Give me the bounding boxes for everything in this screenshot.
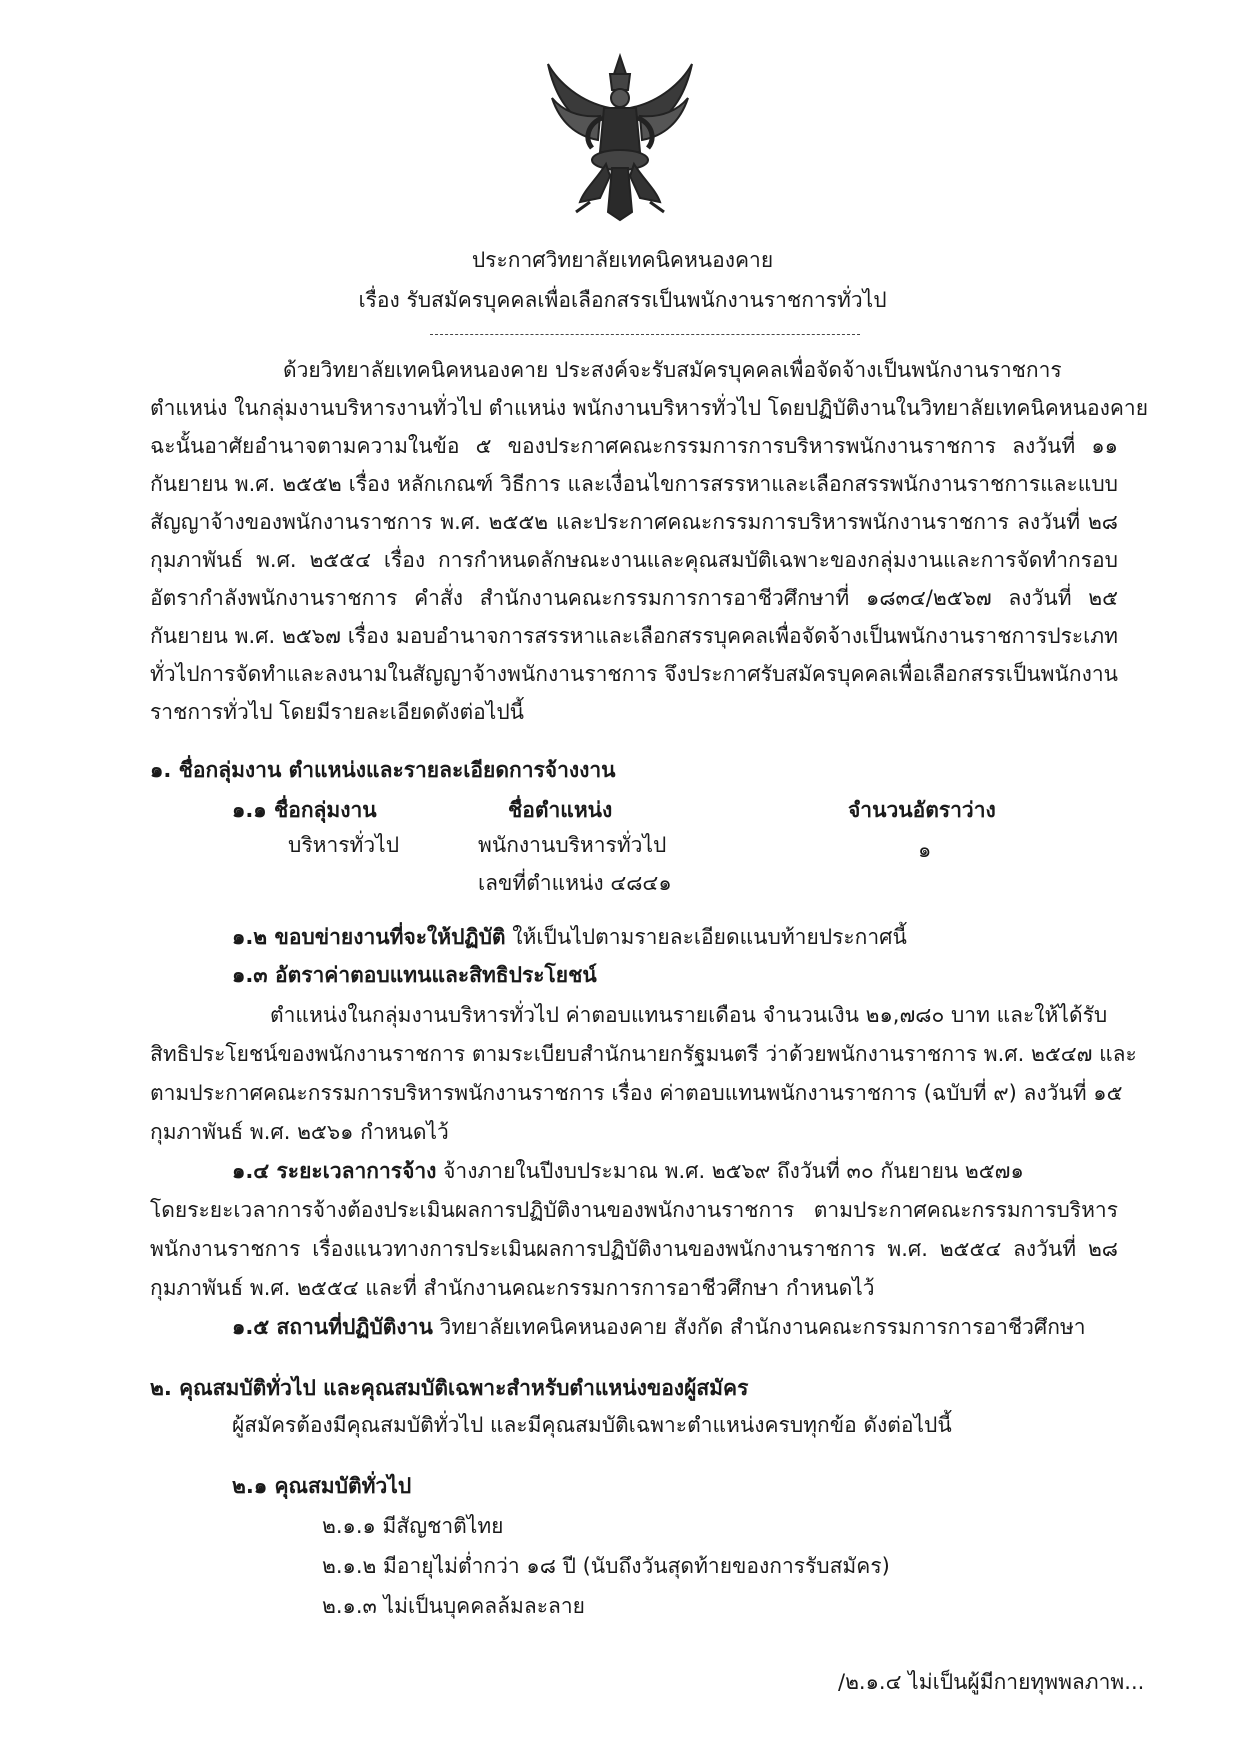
intro-line: ด้วยวิทยาลัยเทคนิคหนองคาย ประสงค์จะรับสมัครบุคคลเพื่อจัดจ้างเป็นพนักงานราชการ bbox=[283, 358, 1062, 382]
section-1-3-line: กุมภาพันธ์ พ.ศ. ๒๕๖๑ กำหนดไว้ bbox=[150, 1120, 449, 1144]
section-1-3-line: สิทธิประโยชน์ของพนักงานราชการ ตามระเบียบสำนักนายกรัฐมนตรี ว่าด้วยพนักงานราชการ พ.ศ. ๒๕๔๗ และ bbox=[150, 1042, 1137, 1066]
section-2-heading: ๒. คุณสมบัติทั่วไป และคุณสมบัติเฉพาะสำหรับตำแหน่งของผู้สมัคร bbox=[150, 1376, 749, 1400]
section-1-2-label: ๑.๒ ขอบข่ายงานที่จะให้ปฏิบัติ bbox=[232, 925, 506, 949]
qualification-item: ๒.๑.๓ ไม่เป็นบุคคลล้มละลาย bbox=[322, 1594, 585, 1618]
section-1-heading: ๑. ชื่อกลุ่มงาน ตำแหน่งและรายละเอียดการจ้างงาน bbox=[150, 758, 616, 782]
qualification-item: ๒.๑.๑ มีสัญชาติไทย bbox=[322, 1514, 504, 1538]
section-1-4-line: กุมภาพันธ์ พ.ศ. ๒๕๕๔ และที่ สำนักงานคณะกรรมการการอาชีวศึกษา กำหนดไว้ bbox=[150, 1276, 875, 1300]
intro-line: กันยายน พ.ศ. ๒๕๕๒ เรื่อง หลักเกณฑ์ วิธีการ และเงื่อนไขการสรรหาและเลือกสรรพนักงานราชการและแบบ bbox=[150, 472, 1118, 496]
title-divider bbox=[430, 334, 860, 335]
table-cell-vacancies: ๑ bbox=[918, 838, 932, 862]
section-1-2-text: ให้เป็นไปตามรายละเอียดแนบท้ายประกาศนี้ bbox=[512, 925, 907, 949]
section-1-4 bbox=[232, 1161, 1024, 1182]
section-1-5-label: ๑.๕ สถานที่ปฏิบัติงาน bbox=[232, 1315, 433, 1339]
intro-line: อัตรากำลังพนักงานราชการ คำสั่ง สำนักงานคณะกรรมการการอาชีวศึกษาที่ ๑๘๓๔/๒๕๖๗ ลงวันที่ ๒๕ bbox=[150, 586, 1118, 610]
section-1-4-line: พนักงานราชการ เรื่องแนวทางการประเมินผลการปฏิบัติงานของพนักงานราชการ พ.ศ. ๒๕๕๔ ลงวันที่ ๒๘ bbox=[150, 1237, 1118, 1261]
table-header-vacancies: จำนวนอัตราว่าง bbox=[848, 798, 996, 822]
section-2-1-heading: ๒.๑ คุณสมบัติทั่วไป bbox=[232, 1474, 412, 1498]
section-1-3-line: ตำแหน่งในกลุ่มงานบริหารทั่วไป ค่าตอบแทนรายเดือน จำนวนเงิน ๒๑,๗๘๐ บาท และให้ได้รับ bbox=[270, 1003, 1108, 1027]
table-cell-position-number: เลขที่ตำแหน่ง ๔๘๔๑ bbox=[478, 871, 672, 895]
section-1-5-text: วิทยาลัยเทคนิคหนองคาย สังกัด สำนักงานคณะกรรมการการอาชีวศึกษา bbox=[439, 1315, 1086, 1339]
document-subject: เรื่อง รับสมัครบุคคลเพื่อเลือกสรรเป็นพนักงานราชการทั่วไป bbox=[358, 288, 887, 312]
intro-line: กุมภาพันธ์ พ.ศ. ๒๕๕๔ เรื่อง การกำหนดลักษณะงานและคุณสมบัติเฉพาะของกลุ่มงานและการจัดทำกรอบ bbox=[150, 548, 1118, 572]
section-1-4-line: โดยระยะเวลาการจ้างต้องประเมินผลการปฏิบัติงานของพนักงานราชการ ตามประกาศคณะกรรมการบริหาร bbox=[150, 1198, 1118, 1222]
intro-line: ทั่วไปการจัดทำและลงนามในสัญญาจ้างพนักงานราชการ จึงประกาศรับสมัครบุคคลเพื่อเลือกสรรเป็นพนักงาน bbox=[150, 662, 1118, 686]
section-1-3-label: ๑.๓ อัตราค่าตอบแทนและสิทธิประโยชน์ bbox=[232, 963, 597, 987]
document-title: ประกาศวิทยาลัยเทคนิคหนองคาย bbox=[471, 248, 774, 272]
intro-line: ตำแหน่ง ในกลุ่มงานบริหารงานทั่วไป ตำแหน่ง พนักงานบริหารทั่วไป โดยปฏิบัติงานในวิทยาลัยเทคนิคหนองคาย bbox=[150, 396, 1149, 420]
garuda-emblem-icon bbox=[540, 52, 700, 222]
intro-line: ราชการทั่วไป โดยมีรายละเอียดดังต่อไปนี้ bbox=[150, 700, 525, 724]
table-header-position: ชื่อตำแหน่ง bbox=[508, 798, 613, 822]
section-2-intro: ผู้สมัครต้องมีคุณสมบัติทั่วไป และมีคุณสมบัติเฉพาะตำแหน่งครบทุกข้อ ดังต่อไปนี้ bbox=[232, 1413, 952, 1437]
page-continuation: /๒.๑.๔ ไม่เป็นผู้มีกายทุพพลภาพ... bbox=[838, 1670, 1145, 1694]
section-1-2 bbox=[232, 927, 907, 948]
section-1-5 bbox=[232, 1317, 1086, 1338]
section-1-4-first: จ้างภายในปีงบประมาณ พ.ศ. ๒๕๖๙ ถึงวันที่ ๓๐ กันยายน ๒๕๗๑ bbox=[443, 1159, 1024, 1183]
section-1-4-label: ๑.๔ ระยะเวลาการจ้าง bbox=[232, 1159, 437, 1183]
qualification-item: ๒.๑.๒ มีอายุไม่ต่ำกว่า ๑๘ ปี (นับถึงวันสุดท้ายของการรับสมัคร) bbox=[322, 1554, 890, 1578]
intro-line: ฉะนั้นอาศัยอำนาจตามความในข้อ ๕ ของประกาศคณะกรรมการการบริหารพนักงานราชการ ลงวันที่ ๑๑ bbox=[150, 434, 1118, 458]
table-cell-group: บริหารทั่วไป bbox=[288, 833, 400, 857]
table-header-group: ๑.๑ ชื่อกลุ่มงาน bbox=[232, 798, 377, 822]
intro-line: กันยายน พ.ศ. ๒๕๖๗ เรื่อง มอบอำนาจการสรรหาและเลือกสรรบุคคลเพื่อจัดจ้างเป็นพนักงานราชการประเภท bbox=[150, 624, 1118, 648]
intro-line: สัญญาจ้างของพนักงานราชการ พ.ศ. ๒๕๕๒ และประกาศคณะกรรมการบริหารพนักงานราชการ ลงวันที่ ๒๘ bbox=[150, 510, 1118, 534]
table-cell-position: พนักงานบริหารทั่วไป bbox=[478, 833, 667, 857]
section-1-3-line: ตามประกาศคณะกรรมการบริหารพนักงานราชการ เรื่อง ค่าตอบแทนพนักงานราชการ (ฉบับที่ ๙) ลงวันที่ ๑๕ bbox=[150, 1081, 1123, 1105]
